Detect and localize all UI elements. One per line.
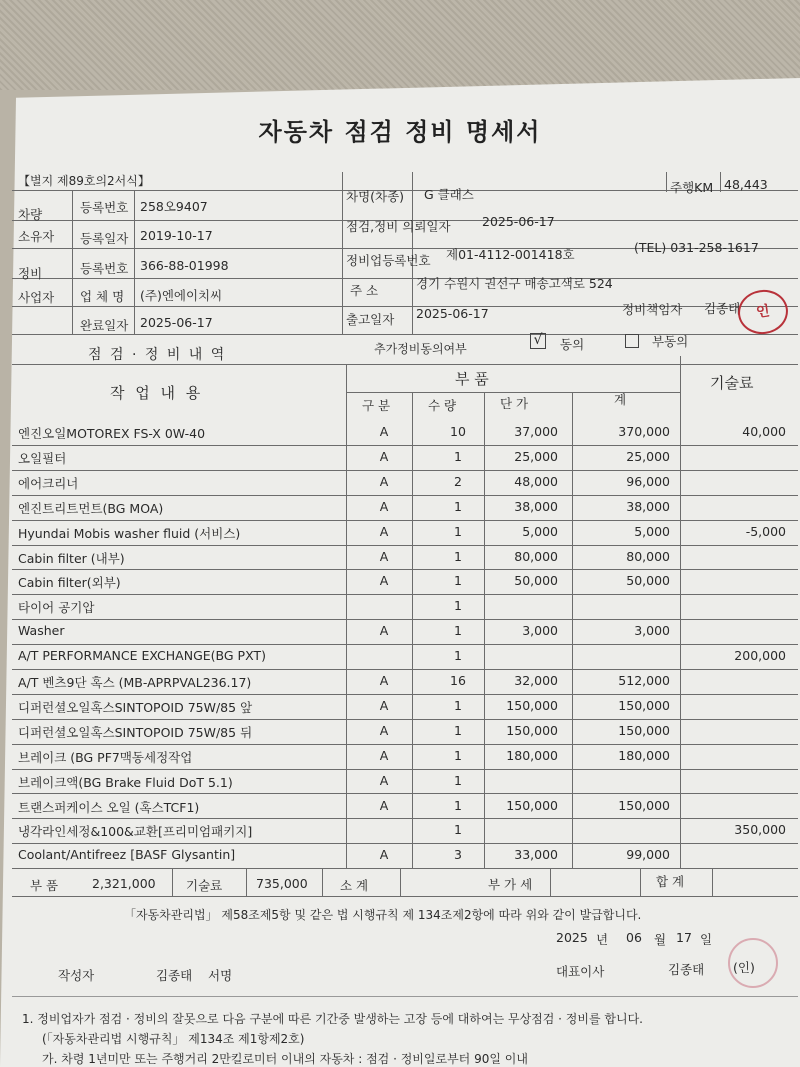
row-type: A xyxy=(379,673,389,688)
issue-day-label: 일 xyxy=(700,932,713,947)
row-type: A xyxy=(379,573,389,588)
complete-date-value: 2025-06-17 xyxy=(140,315,213,330)
row-item: 브레이크 (BG PF7맥동세정작업 xyxy=(18,750,193,765)
release-date-value: 2025-06-17 xyxy=(416,306,489,321)
row-item: Coolant/Antifreez [BASF Glysantin] xyxy=(18,847,236,862)
row-total: 512,000 xyxy=(618,673,670,688)
notice-line-2: (「자동차관리법 시행규칙」 제134조 제1항제2호) xyxy=(42,1032,305,1046)
row-qty: 1 xyxy=(454,449,462,464)
grid-line xyxy=(400,868,401,896)
grid-line xyxy=(12,644,798,645)
row-unit-price: 38,000 xyxy=(514,499,558,514)
reg-date-label: 등록일자 xyxy=(80,231,129,246)
row-qty: 10 xyxy=(450,424,466,439)
row-type: A xyxy=(379,723,389,738)
row-qty: 1 xyxy=(454,773,462,788)
grid-line xyxy=(12,769,798,770)
notice-line-3: 가. 차령 1년미만 또는 주행거리 2만킬로미터 이내의 자동차 : 점검 · 정비일로부터 90일 이내 xyxy=(42,1052,528,1066)
row-item: 에어크리너 xyxy=(18,476,79,491)
row-unit-price: 3,000 xyxy=(522,623,558,638)
row-unit-price: 5,000 xyxy=(522,524,558,539)
notice-line-1: 1. 정비업자가 점검 · 정비의 잘못으로 다음 구분에 따른 기간중 발생하는 고장 등에 대하여는 무상점검 · 정비를 합니다. xyxy=(22,1012,643,1026)
row-unit-price: 37,000 xyxy=(514,424,558,439)
ceo-name: 김종태 xyxy=(668,962,705,977)
row-item: 타이어 공기압 xyxy=(18,600,95,615)
row-qty: 1 xyxy=(454,623,462,638)
row-qty: 1 xyxy=(454,499,462,514)
km-label: 주행KM xyxy=(670,180,714,195)
company-value: (주)엔에이치씨 xyxy=(140,288,223,303)
grid-line xyxy=(246,868,247,896)
row-item: 트랜스퍼케이스 오일 (혹스TCF1) xyxy=(18,800,200,815)
grid-line xyxy=(12,470,798,471)
row-type: A xyxy=(379,474,389,489)
col-qty: 수 량 xyxy=(428,398,457,413)
grid-line xyxy=(572,392,573,868)
summary-subtotal-label: 소 계 xyxy=(340,878,369,893)
background-surface xyxy=(0,0,800,90)
row-unit-price: 25,000 xyxy=(514,449,558,464)
grid-line xyxy=(484,392,485,868)
request-date-value: 2025-06-17 xyxy=(482,214,555,229)
grid-line xyxy=(12,445,798,446)
consent-label: 추가정비동의여부 xyxy=(374,342,467,356)
grid-line xyxy=(12,619,798,620)
summary-sum-label: 합 계 xyxy=(656,874,685,889)
row-type: A xyxy=(379,424,389,439)
row-total: 180,000 xyxy=(618,748,670,763)
row-qty: 3 xyxy=(454,847,462,862)
grid-line xyxy=(720,172,721,192)
grid-line xyxy=(666,172,667,192)
address-label: 주 소 xyxy=(350,283,379,298)
row-type: A xyxy=(379,773,389,788)
row-item: 디퍼런셜오일혹스SINTOPOID 75W/85 뒤 xyxy=(18,725,253,740)
shop-section-label: 정비 사업자 xyxy=(18,266,55,305)
row-item: Cabin filter(외부) xyxy=(18,575,121,590)
row-type: A xyxy=(379,847,389,862)
owner-section-label: 차량 소유자 xyxy=(18,207,55,244)
section-title: 점 검 · 정 비 내 역 xyxy=(88,347,227,363)
row-qty: 1 xyxy=(454,798,462,813)
row-unit-price: 48,000 xyxy=(514,474,558,489)
row-type: A xyxy=(379,449,389,464)
grid-line xyxy=(322,868,323,896)
summary-parts-label: 부 품 xyxy=(30,878,59,893)
agree-checkbox: √ xyxy=(530,333,546,349)
license-value: 제01-4112-001418호 xyxy=(446,247,575,262)
row-unit-price: 150,000 xyxy=(506,798,558,813)
grid-line xyxy=(712,868,713,896)
writer-label: 작성자 xyxy=(58,968,95,983)
row-type: A xyxy=(379,798,389,813)
manager-label: 정비책임자 xyxy=(622,302,683,317)
divider xyxy=(12,996,798,997)
row-item: 브레이크액(BG Brake Fluid DoT 5.1) xyxy=(18,775,233,790)
license-label: 정비업등록번호 xyxy=(346,253,431,268)
form-number: 【별지 제89호의2서식】 xyxy=(18,174,150,188)
grid-line xyxy=(12,594,798,595)
row-qty: 2 xyxy=(454,474,462,489)
car-name-value: G 클래스 xyxy=(424,187,474,202)
row-tech-fee: 200,000 xyxy=(734,648,786,663)
row-unit-price: 150,000 xyxy=(506,723,558,738)
row-qty: 1 xyxy=(454,598,462,613)
row-item: 엔진트리트먼트(BG MOA) xyxy=(18,501,164,516)
address-value: 경기 수원시 권선구 매송고색로 524 xyxy=(416,276,613,291)
summary-tech-value: 735,000 xyxy=(256,876,308,891)
issue-day: 17 xyxy=(676,930,692,945)
release-date-label: 출고일자 xyxy=(346,312,395,327)
complete-date-label: 완료일자 xyxy=(80,318,129,333)
grid-line xyxy=(12,520,798,521)
row-unit-price: 50,000 xyxy=(514,573,558,588)
row-total: 99,000 xyxy=(626,847,670,862)
document-title: 자동차 점검 정비 명세서 xyxy=(258,118,542,146)
row-qty: 1 xyxy=(454,698,462,713)
row-type: A xyxy=(379,524,389,539)
grid-line xyxy=(12,896,798,897)
writer-name: 김종태 xyxy=(156,968,193,983)
summary-parts-value: 2,321,000 xyxy=(92,876,156,891)
grid-line xyxy=(342,172,343,334)
shop-tel: (TEL) 031-258-1617 xyxy=(634,240,759,255)
row-total: 80,000 xyxy=(626,549,670,564)
row-item: 디퍼런셜오일혹스SINTOPOID 75W/85 앞 xyxy=(18,700,253,715)
grid-line xyxy=(12,669,798,670)
row-qty: 1 xyxy=(454,748,462,763)
col-tech: 기술료 xyxy=(710,374,754,392)
grid-line xyxy=(346,392,680,393)
car-name-label: 차명(차종) xyxy=(346,189,405,204)
grid-line xyxy=(12,495,798,496)
row-total: 370,000 xyxy=(618,424,670,439)
row-qty: 1 xyxy=(454,549,462,564)
row-total: 38,000 xyxy=(626,499,670,514)
sign-label: 서명 xyxy=(208,968,233,983)
row-total: 150,000 xyxy=(618,698,670,713)
row-item: Hyundai Mobis washer fluid (서비스) xyxy=(18,526,241,541)
company-seal-stamp: 인 xyxy=(735,287,791,338)
issue-month-label: 월 xyxy=(654,932,667,947)
row-item: Cabin filter (내부) xyxy=(18,551,125,566)
row-item: 엔진오일MOTOREX FS-X 0W-40 xyxy=(18,426,206,441)
row-total: 96,000 xyxy=(626,474,670,489)
agree-label: 동의 xyxy=(560,337,585,352)
grid-line xyxy=(12,843,798,844)
summary-tech-label: 기술료 xyxy=(186,878,223,893)
reg-no-value: 258오9407 xyxy=(140,199,208,214)
grid-line xyxy=(412,392,413,868)
col-type: 구 분 xyxy=(362,398,391,413)
row-tech-fee: 350,000 xyxy=(734,822,786,837)
col-parts: 부 품 xyxy=(455,370,489,388)
row-qty: 1 xyxy=(454,573,462,588)
biz-no-value: 366-88-01998 xyxy=(140,258,229,273)
grid-line xyxy=(550,868,551,896)
reg-date-value: 2019-10-17 xyxy=(140,228,213,243)
disagree-label: 부동의 xyxy=(652,334,689,349)
grid-line xyxy=(172,868,173,896)
col-work: 작 업 내 용 xyxy=(110,384,204,402)
row-qty: 16 xyxy=(450,673,466,688)
request-date-label: 점검,정비 의뢰일자 xyxy=(346,219,451,234)
row-unit-price: 32,000 xyxy=(514,673,558,688)
issue-year: 2025 xyxy=(556,930,588,945)
km-value: 48,443 xyxy=(724,177,768,192)
grid-line xyxy=(12,793,798,794)
row-total: 150,000 xyxy=(618,723,670,738)
row-tech-fee: 40,000 xyxy=(742,424,786,439)
grid-line xyxy=(12,545,798,546)
row-item: A/T PERFORMANCE EXCHANGE(BG PXT) xyxy=(18,648,266,663)
row-unit-price: 33,000 xyxy=(514,847,558,862)
row-item: 오일필터 xyxy=(18,451,67,466)
grid-line xyxy=(12,868,798,869)
row-qty: 1 xyxy=(454,822,462,837)
grid-line xyxy=(680,356,681,868)
law-text: 「자동차관리법」 제58조제5항 및 같은 법 시행규칙 제 134조제2항에 따라 위와 같이 발급합니다. xyxy=(124,908,642,922)
row-unit-price: 150,000 xyxy=(506,698,558,713)
grid-line xyxy=(12,278,798,279)
grid-line xyxy=(12,744,798,745)
row-item: 냉각라인세정&100&교환[프리미엄패키지] xyxy=(18,824,253,839)
summary-vat-label: 부 가 세 xyxy=(488,877,533,892)
seal-label: (인) xyxy=(733,960,755,975)
row-qty: 1 xyxy=(454,648,462,663)
row-type: A xyxy=(379,499,389,514)
row-unit-price: 180,000 xyxy=(506,748,558,763)
row-type: A xyxy=(379,698,389,713)
reg-no-label: 등록번호 xyxy=(80,200,129,215)
grid-line xyxy=(134,190,135,334)
row-type: A xyxy=(379,748,389,763)
row-item: Washer xyxy=(18,623,65,638)
grid-line xyxy=(12,569,798,570)
company-label: 업 체 명 xyxy=(80,289,125,304)
issue-year-label: 년 xyxy=(596,932,609,947)
grid-line xyxy=(12,818,798,819)
disagree-checkbox xyxy=(625,334,639,348)
issue-month: 06 xyxy=(626,930,642,945)
row-type: A xyxy=(379,623,389,638)
col-total: 계 xyxy=(614,392,627,407)
grid-line xyxy=(12,719,798,720)
manager-name: 김종태 xyxy=(704,301,741,316)
ceo-label: 대표이사 xyxy=(556,964,605,979)
row-tech-fee: -5,000 xyxy=(745,524,786,539)
row-qty: 1 xyxy=(454,524,462,539)
row-total: 50,000 xyxy=(626,573,670,588)
grid-line xyxy=(12,694,798,695)
row-item: A/T 벤츠9단 혹스 (MB-APRPVAL236.17) xyxy=(18,675,252,690)
grid-line xyxy=(640,868,641,896)
row-type: A xyxy=(379,549,389,564)
grid-line xyxy=(72,190,73,334)
row-total: 3,000 xyxy=(634,623,670,638)
row-qty: 1 xyxy=(454,723,462,738)
row-total: 5,000 xyxy=(634,524,670,539)
row-total: 150,000 xyxy=(618,798,670,813)
col-unit: 단 가 xyxy=(500,396,529,411)
biz-no-label: 등록번호 xyxy=(80,261,129,276)
row-unit-price: 80,000 xyxy=(514,549,558,564)
row-total: 25,000 xyxy=(626,449,670,464)
